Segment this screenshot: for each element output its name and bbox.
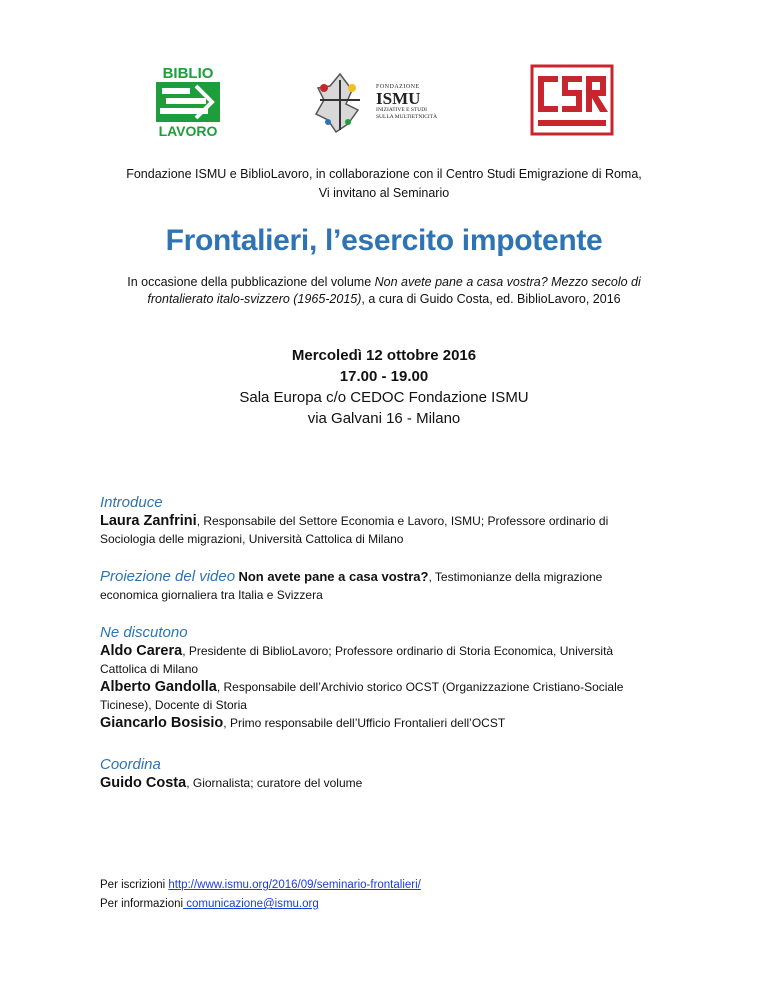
ismu-logo-text: FONDAZIONE ISMU INIZIATIVE E STUDI SULLA MULTIETNICITÀ [376,84,438,120]
discussion-section [100,624,680,732]
biblio-logo-top: BIBLIO [162,65,214,82]
ismu-logo [308,70,508,138]
ismu-emblem-icon [308,70,372,138]
panelist-2-name: Alberto Gandolla [100,679,217,695]
event-time: 17.00 - 19.00 [339,368,429,385]
event-details [0,345,768,429]
introduce-heading: Introduce [100,494,163,511]
video-desc: , Testimonianze della migrazione [428,570,603,584]
info-label: Per informazioni [100,898,184,910]
speaker-name: Laura Zanfrini [100,513,197,529]
coordinator-desc: , Giornalista; curatore del volume [186,776,363,790]
publication-note [0,274,768,308]
coordinator-section [100,756,680,792]
speaker-desc-cont: Sociologia delle migrazioni, Università Cattolica di Milano [100,532,404,546]
logos-bar [0,62,768,142]
invitation-text [0,165,768,203]
panelist-3-desc: , Primo responsabile dell’Ufficio Frontalieri dell’OCST [223,716,506,730]
event-place: Sala Europa c/o CEDOC Fondazione ISMU [239,389,529,406]
discussion-heading: Ne discutono [100,624,188,641]
panelist-3-name: Giancarlo Bosisio [100,715,224,731]
panelist-2-desc: , Responsabile dell’Archivio storico OCST (Organizzazione Cristiano-Sociale [216,680,624,694]
speaker-desc: , Responsabile del Settore Economia e Lavoro, ISMU; Professore ordinario di [196,514,609,528]
event-date: Mercoledì 12 ottobre 2016 [291,347,477,364]
video-heading: Proiezione del video [100,568,236,585]
video-desc-cont: economica giornaliera tra Italia e Svizzera [100,588,323,602]
event-address: via Galvani 16 - Milano [307,410,461,427]
video-section [100,568,680,604]
panelist-1-desc: , Presidente di BiblioLavoro; Professore ordinario di Storia Economica, Università [182,644,614,658]
occasion-pre: In occasione della pubblicazione del volume [127,275,375,289]
book-title-part1: Non avete pane a casa vostra? Mezzo secolo di [374,275,641,289]
biblio-logo-bottom: LAVORO [158,123,218,139]
panelist-2-desc-cont: Ticinese), Docente di Storia [100,698,247,712]
occasion-post: , a cura di Guido Costa, ed. BiblioLavoro, 2016 [361,292,621,306]
panelist-1-desc-cont: Cattolica di Milano [100,662,199,676]
registration-link[interactable]: http://www.ismu.org/2016/09/seminario-frontalieri/ [168,879,421,891]
info-email-link[interactable]: comunicazione@ismu.org [183,898,319,910]
video-title: Non avete pane a casa vostra? [238,569,429,584]
bibliolavoro-logo [152,64,224,140]
invitation-line-1: Fondazione ISMU e BiblioLavoro, in collaborazione con il Centro Studi Emigrazione di Roma, [126,167,642,181]
seminar-title: Frontalieri, l’esercito impotente [165,224,603,257]
panelist-1-name: Aldo Carera [100,643,183,659]
book-title-part2: frontalierato italo-svizzero (1965-2015) [147,292,362,306]
coordinator-name: Guido Costa [100,775,187,791]
introduce-section [100,494,680,548]
registration-label: Per iscrizioni [100,879,169,891]
invitation-line-2: Vi invitano al Seminario [318,186,450,200]
coordinator-heading: Coordina [100,756,161,773]
footer-contacts [100,876,421,914]
cser-logo [530,64,614,136]
